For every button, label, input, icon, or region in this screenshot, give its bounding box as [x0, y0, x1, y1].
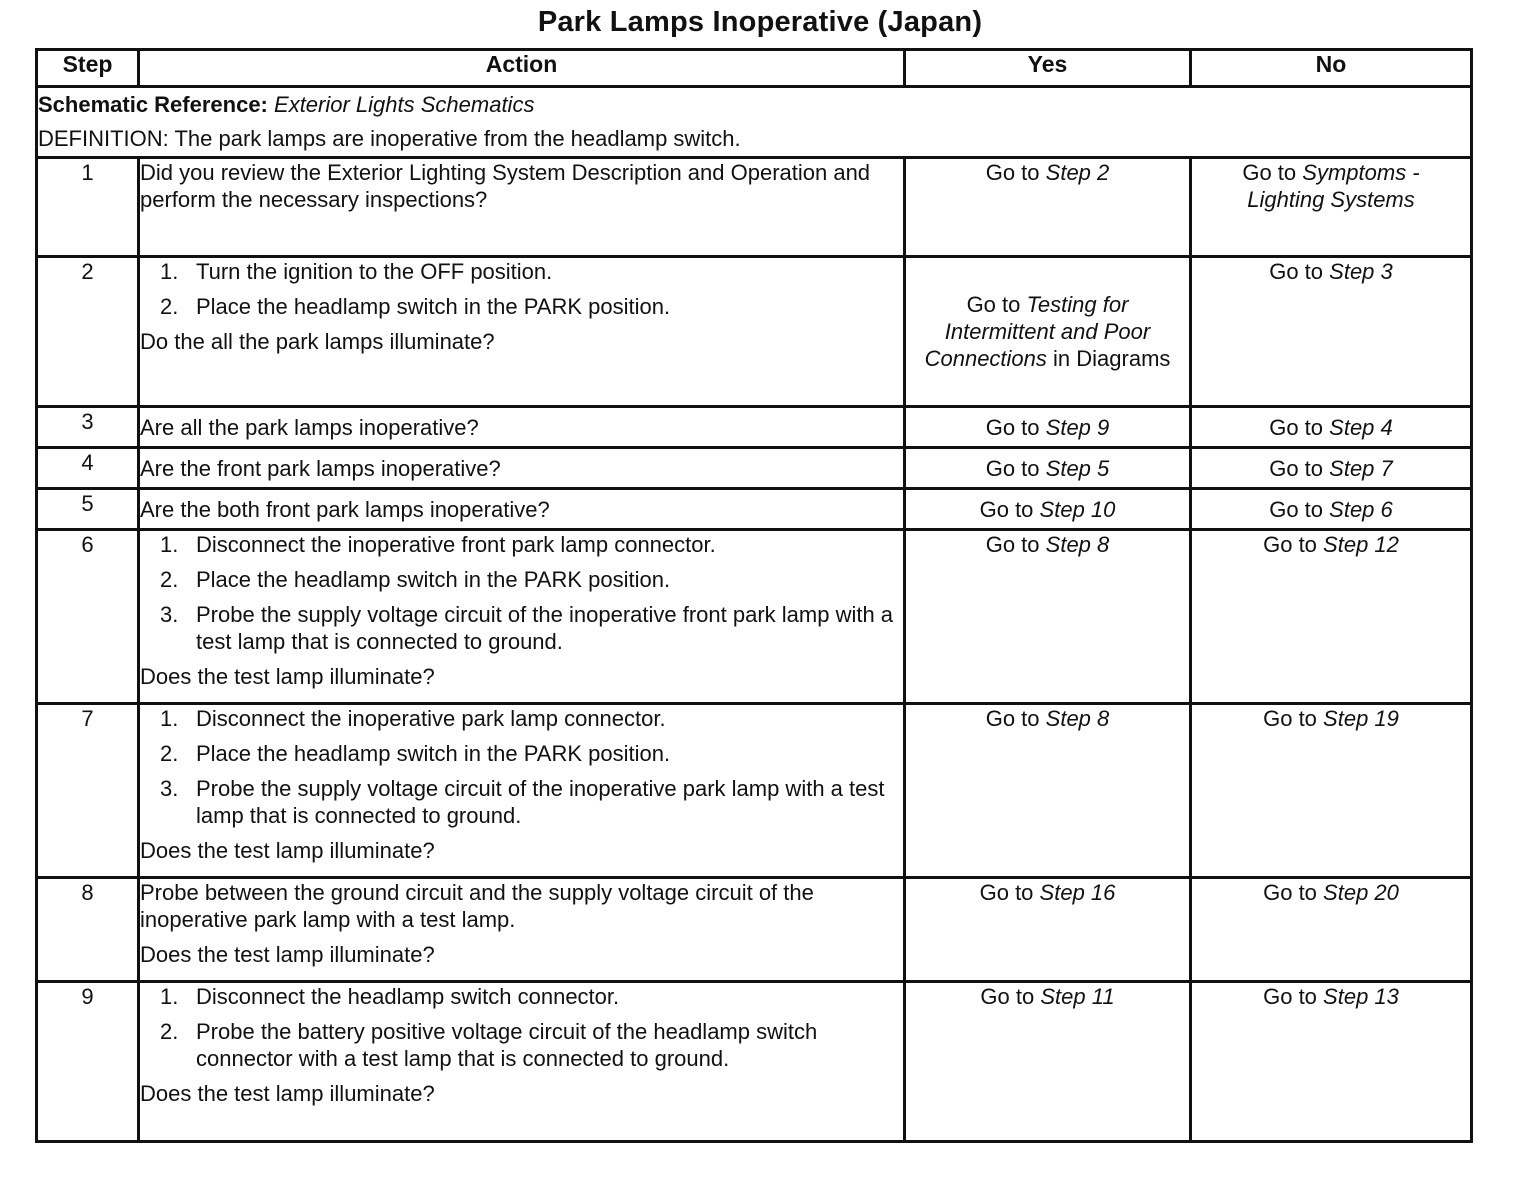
action-question: Does the test lamp illuminate?	[140, 1081, 435, 1106]
action-question: Do the all the park lamps illuminate?	[140, 329, 495, 354]
action-question: Are the front park lamps inoperative?	[140, 455, 501, 481]
procedure-item: 3. Probe the supply voltage circuit of the inoperative front park lamp with a test lamp that is connected to ground.	[160, 602, 894, 654]
go-to-label: Go to	[1263, 880, 1317, 905]
reference-cell	[37, 87, 1472, 158]
yes-target-link[interactable]: Step 16	[1039, 880, 1116, 905]
yes-target-link[interactable]: Step 11	[1040, 984, 1115, 1009]
procedure-item: 2. Place the headlamp switch in the PARK position.	[160, 294, 671, 319]
no-cell	[1191, 407, 1472, 448]
no-target-link[interactable]: Step 7	[1329, 455, 1393, 481]
yes-cell	[905, 982, 1191, 1142]
procedure-item: 2. Probe the battery positive voltage circuit of the headlamp switch connector with a test lamp that is connected to ground.	[160, 1019, 818, 1071]
step-number: 7	[37, 704, 139, 878]
procedure-item: 1. Turn the ignition to the OFF position.	[160, 259, 553, 284]
header-action: Action	[139, 50, 905, 87]
step-number: 9	[37, 982, 139, 1142]
yes-target-link[interactable]: Step 9	[1045, 414, 1110, 440]
action-question: Are the both front park lamps inoperative?	[140, 496, 550, 522]
table-row	[37, 158, 1472, 257]
action-cell	[139, 407, 905, 448]
yes-cell	[905, 878, 1191, 982]
definition-text: DEFINITION: The park lamps are inoperative from the headlamp switch.	[38, 126, 741, 151]
procedure-item: 1. Disconnect the inoperative park lamp connector.	[160, 706, 666, 731]
no-target-link[interactable]: Step 4	[1329, 414, 1393, 440]
go-to-label: Go to	[979, 880, 1034, 905]
step-number: 5	[37, 489, 139, 530]
step-number: 4	[37, 448, 139, 489]
header-step: Step	[37, 50, 139, 87]
no-cell	[1191, 530, 1472, 704]
no-cell	[1191, 982, 1472, 1142]
yes-target-link[interactable]: Step 8	[1045, 532, 1110, 557]
action-question: Does the test lamp illuminate?	[140, 942, 435, 967]
go-to-label: Go to	[966, 292, 1021, 317]
action-instruction: Probe between the ground circuit and the supply voltage circuit of the inoperative park lamp with a test lamp.	[140, 880, 814, 932]
go-to-label: Go to	[1242, 160, 1297, 185]
go-to-label: Go to	[1269, 455, 1324, 481]
no-cell	[1191, 489, 1472, 530]
no-cell	[1191, 878, 1472, 982]
step-number: 6	[37, 530, 139, 704]
yes-target-link[interactable]: Step 2	[1045, 160, 1110, 185]
yes-target-link[interactable]: Testing for Intermittent and Poor Connections	[924, 292, 1151, 371]
yes-target-suffix: in Diagrams	[1053, 346, 1171, 371]
procedure-item: 1. Disconnect the headlamp switch connector.	[160, 984, 620, 1009]
table-row	[37, 982, 1472, 1142]
table-row	[37, 878, 1472, 982]
go-to-label: Go to	[1269, 414, 1324, 440]
action-cell	[139, 982, 905, 1142]
diagnostic-table	[35, 48, 1473, 1143]
go-to-label: Go to	[979, 496, 1034, 522]
yes-cell	[905, 407, 1191, 448]
yes-target-link[interactable]: Step 5	[1045, 455, 1110, 481]
no-cell	[1191, 257, 1472, 407]
action-cell	[139, 448, 905, 489]
no-target-link[interactable]: Step 19	[1323, 706, 1399, 731]
procedure-item: 2. Place the headlamp switch in the PARK position.	[160, 567, 671, 592]
go-to-label: Go to	[1263, 706, 1317, 731]
table-row	[37, 407, 1472, 448]
go-to-label: Go to	[985, 532, 1040, 557]
go-to-label: Go to	[980, 984, 1035, 1009]
no-target-link[interactable]: Symptoms - Lighting Systems	[1247, 160, 1420, 212]
go-to-label: Go to	[985, 160, 1040, 185]
procedure-item: 1. Disconnect the inoperative front park lamp connector.	[160, 532, 716, 557]
action-question: Does the test lamp illuminate?	[140, 838, 435, 863]
action-question: Does the test lamp illuminate?	[140, 664, 435, 689]
procedure-list	[140, 983, 903, 1072]
no-target-link[interactable]: Step 20	[1323, 880, 1399, 905]
procedure-list	[140, 705, 903, 829]
no-target-link[interactable]: Step 12	[1323, 532, 1399, 557]
table-row	[37, 489, 1472, 530]
no-target-link[interactable]: Step 6	[1329, 496, 1393, 522]
step-number: 2	[37, 257, 139, 407]
page-title: Park Lamps Inoperative (Japan)	[537, 6, 983, 38]
yes-cell	[905, 158, 1191, 257]
header-yes: Yes	[905, 50, 1191, 87]
step-number: 3	[37, 407, 139, 448]
no-cell	[1191, 704, 1472, 878]
no-target-link[interactable]: Step 3	[1329, 259, 1393, 284]
reference-row	[37, 87, 1472, 158]
schematic-reference	[38, 88, 1470, 122]
go-to-label: Go to	[985, 455, 1040, 481]
action-cell	[139, 878, 905, 982]
action-question: Did you review the Exterior Lighting System Description and Operation and perform the necessary inspections?	[140, 160, 871, 212]
table-row	[37, 704, 1472, 878]
schematic-reference-label: Schematic Reference:	[38, 92, 268, 117]
yes-cell	[905, 257, 1191, 407]
action-cell	[139, 530, 905, 704]
table-row	[37, 530, 1472, 704]
step-number: 8	[37, 878, 139, 982]
yes-cell	[905, 530, 1191, 704]
action-cell	[139, 257, 905, 407]
go-to-label: Go to	[1263, 532, 1317, 557]
go-to-label: Go to	[1269, 259, 1324, 284]
procedure-item: 2. Place the headlamp switch in the PARK position.	[160, 741, 671, 766]
action-cell	[139, 704, 905, 878]
step-number: 1	[37, 158, 139, 257]
action-cell	[139, 489, 905, 530]
yes-cell	[905, 704, 1191, 878]
procedure-list	[140, 258, 903, 320]
no-target-link[interactable]: Step 13	[1323, 984, 1399, 1009]
yes-cell	[905, 448, 1191, 489]
table-row	[37, 448, 1472, 489]
header-no: No	[1191, 50, 1472, 87]
yes-target-link[interactable]: Step 8	[1045, 706, 1110, 731]
table-row	[37, 257, 1472, 407]
action-question: Are all the park lamps inoperative?	[140, 414, 479, 440]
procedure-item: 3. Probe the supply voltage circuit of the inoperative park lamp with a test lamp that is connected to ground.	[160, 776, 885, 828]
go-to-label: Go to	[1263, 984, 1317, 1009]
action-cell	[139, 158, 905, 257]
go-to-label: Go to	[1269, 496, 1324, 522]
yes-target-link[interactable]: Step 10	[1039, 496, 1116, 522]
schematic-reference-link[interactable]: Exterior Lights Schematics	[274, 92, 535, 117]
procedure-list	[140, 531, 903, 655]
header-row	[37, 50, 1472, 87]
go-to-label: Go to	[985, 706, 1040, 731]
no-cell	[1191, 448, 1472, 489]
go-to-label: Go to	[985, 414, 1040, 440]
no-cell	[1191, 158, 1472, 257]
yes-cell	[905, 489, 1191, 530]
